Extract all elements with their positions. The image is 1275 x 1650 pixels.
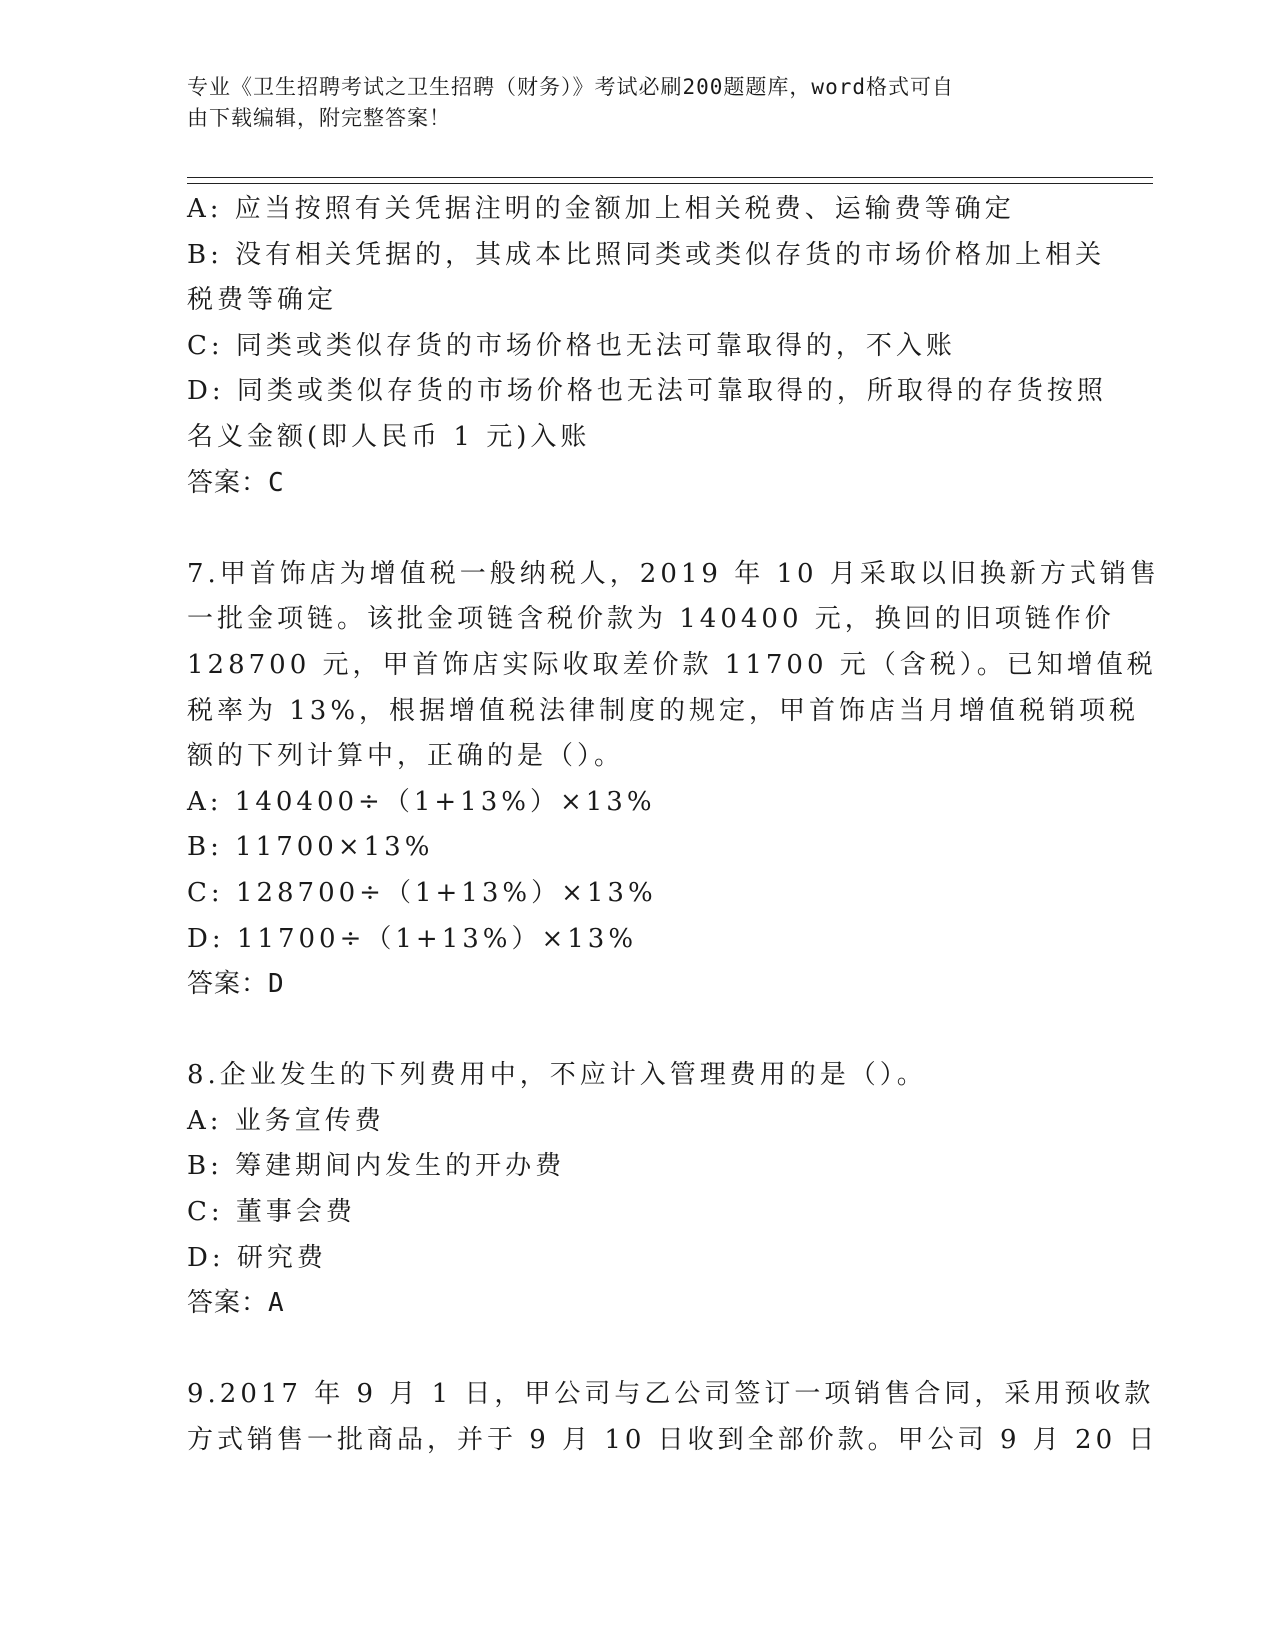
question-6 [187,187,1107,506]
option-line: A: 140400÷（1+13%）×13% [187,786,656,817]
option-line: B: 筹建期间内发生的开办费 [187,1151,566,1182]
question-stem-line: 一批金项链。该批金项链含税价款为 140400 元，换回的旧项链作价 [187,604,1115,635]
option-line: 税费等确定 [187,285,338,316]
header-line-1: 专业《卫生招聘考试之卫生招聘（财务）》考试必刷200题题库，word格式可自 [187,75,954,99]
option-line: D: 研究费 [187,1242,327,1273]
question-stem-line: 8.企业发生的下列费用中，不应计入管理费用的是（）。 [187,1060,927,1091]
spacer [187,1008,1087,1054]
question-stem-line: 税率为 13%，根据增值税法律制度的规定，甲首饰店当月增值税销项税 [187,695,1140,726]
option-line: 名义金额(即人民币 1 元)入账 [187,421,591,452]
header-rule-top [187,177,1153,178]
answer-line: 答案：A [187,1288,285,1319]
spacer [187,506,1087,552]
question-9 [187,1372,1159,1463]
question-stem-line: 7.甲首饰店为增值税一般纳税人，2019 年 10 月采取以旧换新方式销售 [187,558,1160,589]
option-line: C: 同类或类似存货的市场价格也无法可靠取得的，不入账 [187,330,956,361]
spacer [187,1327,1087,1373]
option-line: C: 128700÷（1+13%）×13% [187,877,657,908]
option-line: A: 应当按照有关凭据注明的金额加上相关税费、运输费等确定 [187,194,1015,224]
question-7 [187,552,1160,1008]
answer-line: 答案：C [187,467,285,498]
option-line: B: 11700×13% [187,832,434,863]
question-stem-line: 额的下列计算中，正确的是（）。 [187,741,625,772]
header-line-2: 由下载编辑，附完整答案！ [187,106,451,130]
question-stem-line: 9.2017 年 9 月 1 日，甲公司与乙公司签订一项销售合同，采用预收款 [187,1379,1155,1410]
header-rule-bottom [187,183,1153,184]
question-stem-line: 128700 元，甲首饰店实际收取差价款 11700 元（含税）。已知增值税 [187,649,1157,680]
option-line: A: 业务宣传费 [187,1105,385,1136]
option-line: B: 没有相关凭据的，其成本比照同类或类似存货的市场价格加上相关 [187,239,1106,270]
document-body [187,187,1160,1464]
document-header [187,72,1087,134]
option-line: D: 11700÷（1+13%）×13% [187,923,638,954]
option-line: C: 董事会费 [187,1197,356,1228]
question-8 [187,1053,1087,1327]
question-stem-line: 方式销售一批商品，并于 9 月 10 日收到全部价款。甲公司 9 月 20 日 [187,1425,1159,1456]
option-line: D: 同类或类似存货的市场价格也无法可靠取得的，所取得的存货按照 [187,376,1107,407]
answer-line: 答案：D [187,969,285,1000]
